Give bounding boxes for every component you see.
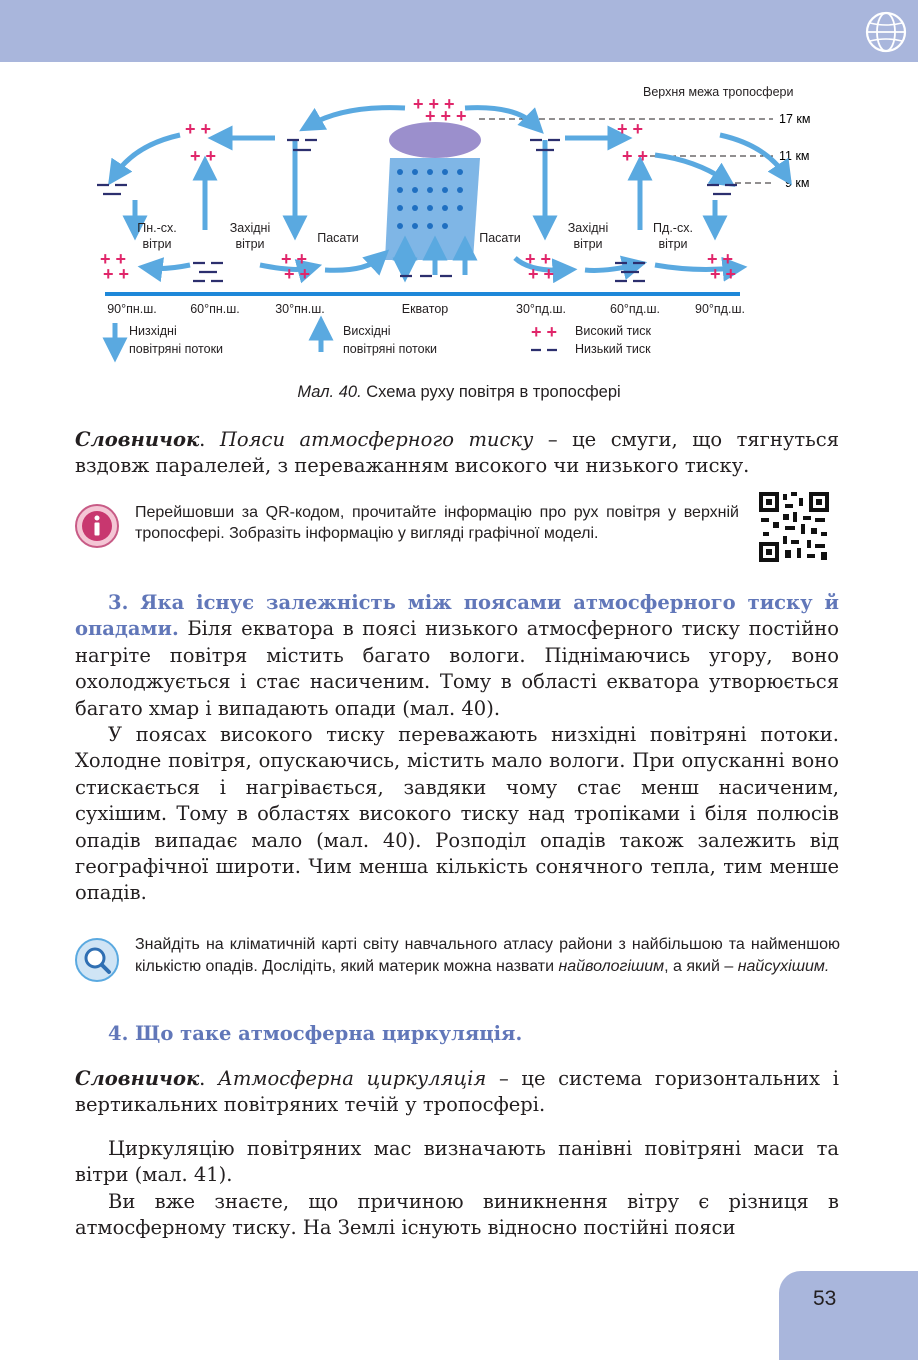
legend-high-symbol: + +: [531, 322, 558, 342]
page-number: 53: [813, 1287, 837, 1310]
wind-se-2: вітри: [658, 237, 688, 251]
wind-w-s-1: Західні: [567, 221, 609, 235]
legend-high: Високий тиск: [575, 324, 651, 338]
search-note: [135, 934, 840, 977]
wind-w-s-2: вітри: [573, 237, 603, 251]
glossary2-term: Атмосферна циркуляція: [218, 1067, 487, 1090]
figure-caption: [0, 383, 918, 402]
glossary-label: Словничок: [75, 428, 200, 451]
lat-30s: 30°пд.ш.: [516, 302, 566, 316]
caption-number: Мал. 40.: [297, 383, 362, 401]
svg-text:+ +: + +: [190, 146, 217, 166]
svg-text:+ +: + +: [617, 119, 644, 139]
wind-trade-s: Пасати: [479, 231, 521, 245]
body-text: [75, 1136, 839, 1242]
lat-60n: 60°пн.ш.: [190, 302, 240, 316]
cloud-icon: [389, 122, 481, 158]
svg-text:+ +: + +: [622, 146, 649, 166]
search-note-em1: найвологішим: [558, 957, 665, 975]
qr-code-icon[interactable]: [759, 492, 829, 562]
glossary2-label: Словничок: [75, 1067, 200, 1090]
svg-text:+ +: + +: [100, 249, 127, 269]
glossary-term: Пояси атмосферного тиску: [219, 428, 534, 451]
glossary2-definition: – це система горизонтальних і вертикальних повітряних течій у тропосфері.: [75, 1067, 839, 1117]
lat-90n: 90°пн.ш.: [107, 302, 157, 316]
body-p1: Циркуляцію повітряних мас визначають панівні повітряні маси та вітри (мал. 41).: [75, 1137, 839, 1187]
globe-icon: [864, 10, 908, 54]
svg-text:+ +: + +: [284, 264, 311, 284]
caption-text: Схема руху повітря в тропосфері: [361, 383, 621, 401]
body-p2: Ви вже знаєте, що причиною виникнення вітру є різниця в атмосферному тиску. На Землі існують відносно постійні пояси: [75, 1189, 839, 1240]
wind-se-1: Пд.-сх.: [653, 221, 693, 235]
svg-text:+ + +: + + +: [425, 106, 467, 126]
info-icon: [74, 503, 120, 549]
section-3-p2: У поясах високого тиску переважають низхідні повітряні потоки. Холодне повітря, опускаючись, містить мало вологи. При опусканні воно стискається і нагрівається, завдяки чому стає менш насиченим, сухішим. Тому в областях високого тиску над тропіками і біля полюсів опадів випадає мало (мал. 40). Розподіл опадів також залежить від географічної широти. Чим менша кількість сонячного тепла, тим менше опадів.: [75, 723, 839, 905]
magnifier-icon: [74, 937, 120, 983]
lat-60s: 60°пд.ш.: [610, 302, 660, 316]
search-note-em2: найсухішим.: [737, 957, 830, 975]
height-11km: 11 км: [779, 149, 810, 163]
section-4-heading: 4. Що таке атмосферна циркуляція.: [108, 1022, 523, 1045]
legend-up-1: Висхідні: [343, 324, 391, 338]
wind-ne-1: Пн.-сх.: [137, 221, 177, 235]
qr-note: Перейшовши за QR-кодом, прочитайте інформацію про рух повітря у верхній тропосфері. Зобразіть інформацію у вигляді графічної моделі.: [135, 504, 739, 542]
svg-text:+ +: + +: [710, 264, 737, 284]
section-4: [75, 1021, 839, 1047]
wind-ne-2: вітри: [142, 237, 172, 251]
glossary-definition: – це смуги, що тягнуться вздовж паралелей, з переважанням високого чи низького тиску.: [75, 428, 839, 478]
svg-text:+ +: + +: [707, 249, 734, 269]
svg-text:+ +: + +: [281, 249, 308, 269]
troposphere-top-label: Верхня межа тропосфери: [643, 85, 794, 99]
legend-low: Низький тиск: [575, 342, 651, 356]
wind-w-1: Західні: [229, 221, 271, 235]
wind-w-2: вітри: [235, 237, 265, 251]
section-3: [75, 590, 839, 907]
height-9km: 9 км: [785, 176, 810, 190]
section-3-p1: Біля екватора в поясі низького атмосферного тиску постійно нагріте повітря містить багато вологи. Піднімаючись угору, воно охолоджується і стає насиченим. Тому в області екватора утворюється багато хмар і випадають опади (мал. 40).: [75, 617, 839, 720]
svg-text:+ +: + +: [185, 119, 212, 139]
svg-text:+ +: + +: [528, 264, 555, 284]
lat-90s: 90°пд.ш.: [695, 302, 745, 316]
legend-down-2: повітряні потоки: [129, 342, 224, 356]
lat-30n: 30°пн.ш.: [275, 302, 325, 316]
search-note-text: Знайдіть на кліматичній карті світу навчального атласу райони з найбільшою та найменшою кількістю опадів. Дослідіть, який материк можна назвати: [135, 936, 840, 975]
wind-trade-n: Пасати: [317, 231, 359, 245]
search-note-mid: , а який –: [664, 957, 738, 975]
svg-text:+ +: + +: [103, 264, 130, 284]
glossary-circulation: Словничок. Атмосферна циркуляція – це система горизонтальних і вертикальних повітряних течій у тропосфері.: [75, 1067, 839, 1117]
page-number-tab: [779, 1271, 918, 1360]
legend-up-2: повітряні потоки: [343, 342, 438, 356]
svg-text:+ +: + +: [525, 249, 552, 269]
air-circulation-diagram: [95, 80, 835, 380]
header-band: [0, 0, 918, 62]
section-3-heading: 3. Яка існує залежність між поясами атмосферного тиску й опадами.: [75, 591, 839, 641]
svg-text:+ + +: + + +: [413, 94, 455, 114]
lat-equator: Екватор: [401, 302, 449, 316]
height-17km: 17 км: [779, 112, 811, 126]
legend-down-1: Низхідні: [129, 324, 177, 338]
glossary-pressure-belts: Словничок. Пояси атмосферного тиску – це смуги, що тягнуться вздовж паралелей, з переважанням високого чи низького тиску.: [75, 428, 839, 478]
